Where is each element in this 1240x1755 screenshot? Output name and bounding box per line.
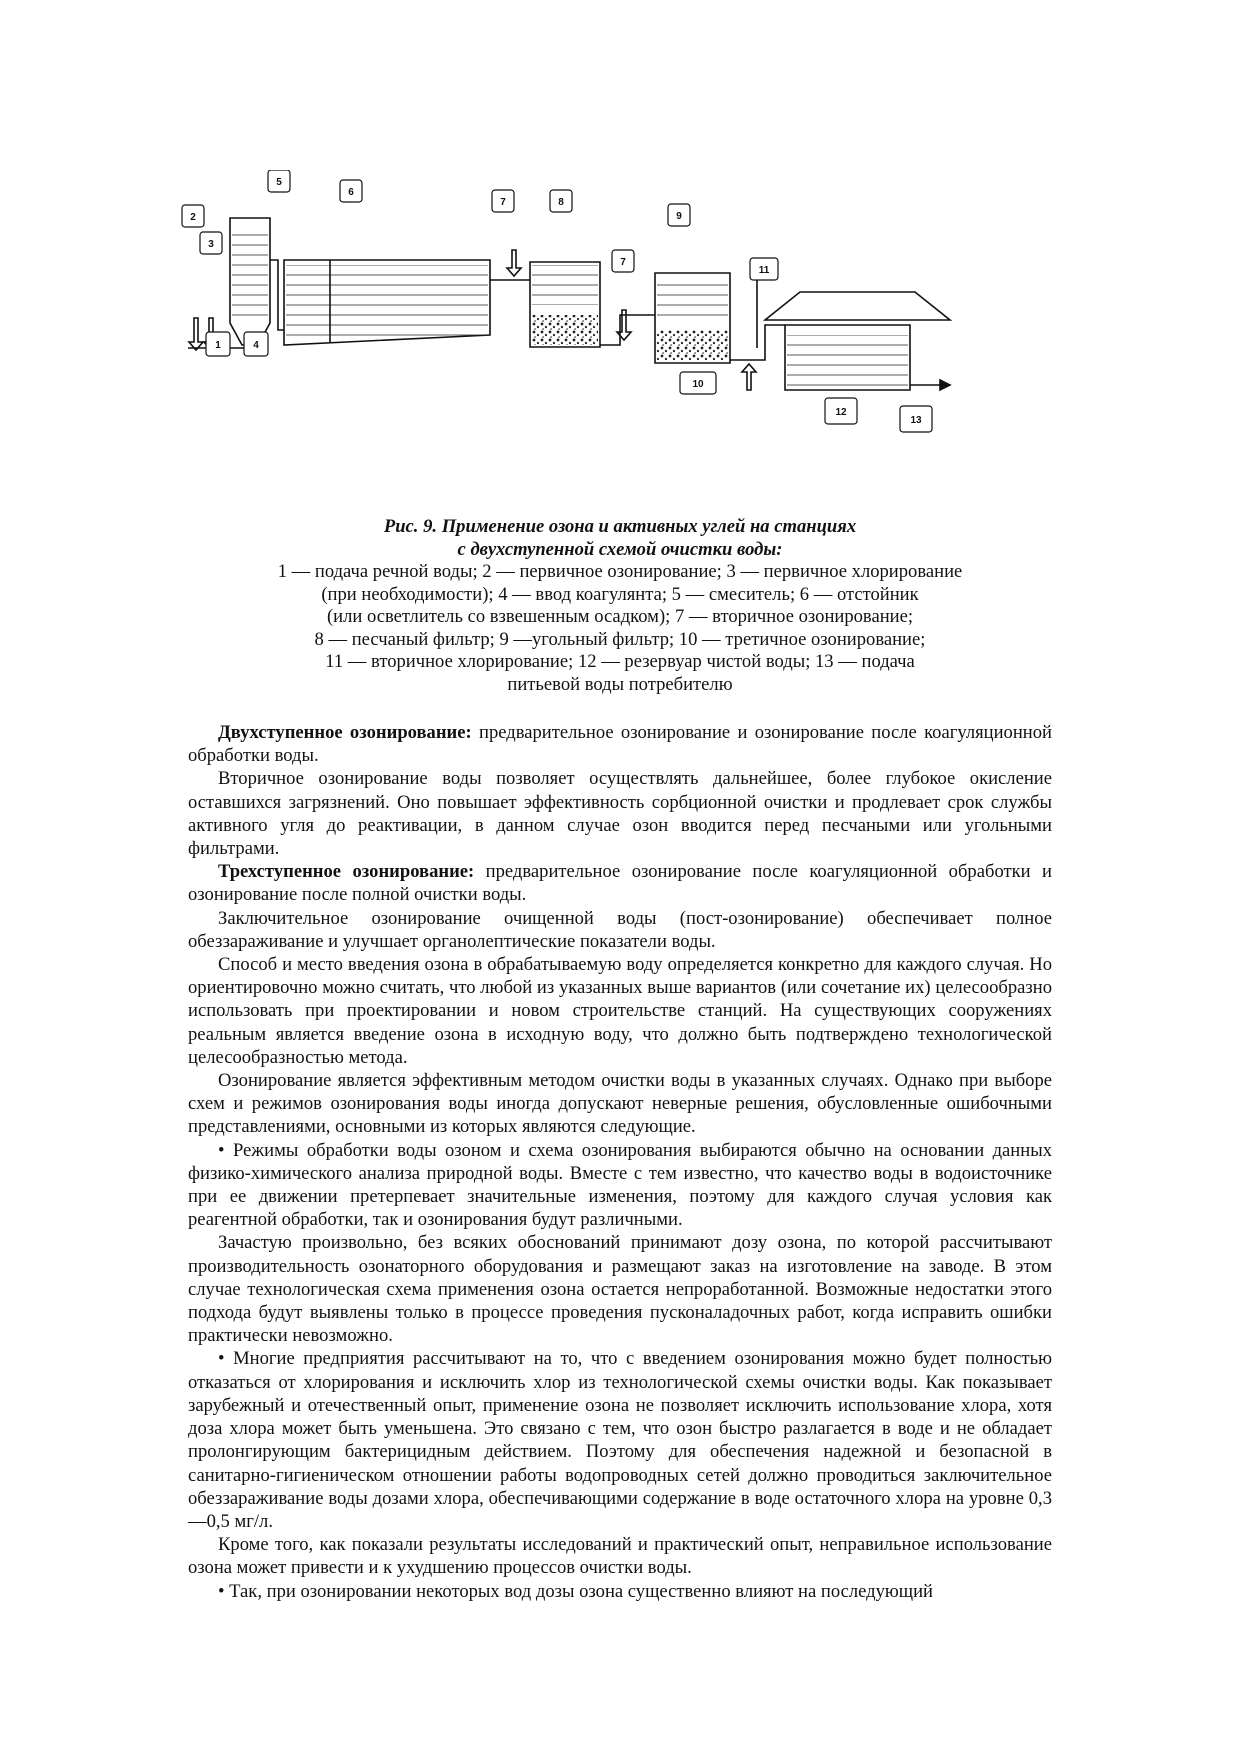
svg-text:4: 4: [253, 340, 259, 351]
caption-title-line-2: с двухступенной схемой очистки воды:: [457, 538, 783, 560]
paragraph: • Так, при озонировании некоторых вод дозы озона существенно влияют на последующий: [218, 1580, 933, 1602]
paragraph-heading: Двухступенное озонирование:: [218, 722, 472, 743]
svg-text:8: 8: [558, 197, 564, 208]
svg-text:3: 3: [208, 239, 214, 250]
svg-text:9: 9: [676, 211, 682, 222]
svg-text:5: 5: [276, 177, 282, 188]
svg-text:7: 7: [500, 197, 506, 208]
caption-legend-line: (или осветлитель со взвешенным осадком); 7 — вторичное озонирование;: [326, 606, 914, 627]
caption-legend-line: питьевой воды потребителю: [507, 673, 733, 695]
sand-filter-outlet-pipe: [600, 315, 655, 345]
ozone-input-7a-arrow: [507, 250, 521, 276]
paragraph: Вторичное озонирование воды позволяет осуществлять дальнейшее, более глубокое окисление оставшихся загрязнений. Оно повышает эффективность сорбционной очистки и продлевает срок службы активного угля до реактивации, в данном случае озон вводится перед песчаными или угольными фильтрами.: [188, 768, 1052, 860]
ozone-input-2-arrow: [189, 318, 203, 350]
paragraph: Кроме того, как показали результаты исследований и практический опыт, неправильное использование озона может привести и к ухудшению процессов очистки воды.: [188, 1534, 1052, 1579]
figure-caption: [230, 516, 1010, 696]
svg-text:13: 13: [910, 415, 922, 426]
svg-text:1: 1: [215, 340, 221, 351]
ozone-input-10-arrow: [742, 364, 756, 390]
paragraph: Зачастую произвольно, без всяких обоснований принимают дозу озона, по которой рассчитывают производительность озонаторного оборудования и размещают заказ на изготовление на заводе. В этом случае технологическая схема применения озона остается непроработанной. Возможные недостатки этого подхода будут выявлены только в процессе проведения пусконаладочных работ, когда исправить ошибки практически невозможно.: [188, 1232, 1052, 1347]
paragraph: • Многие предприятия рассчитывают на то, что с введением озонирования можно будет полностью отказаться от хлорирования и исключить хлор из технологической схемы очистки воды. Как показывает зарубежный и отечественный опыт, применение озона не позволяет исключить использование хлора, хотя доза хлора может быть уменьшена. Это связано с тем, что озон быстро разлагается в воде и не обладает пролонгирующим бактерицидным действием. Поэтому для обеспечения надежной и безопасной в санитарно-гигиеническом отношении работы водопроводных сетей должно проводиться заключительное обеззараживание воды дозами хлора, обеспечивающими содержание в воде остаточного хлора на уровне 0,3—0,5 мг/л.: [188, 1348, 1052, 1532]
svg-text:2: 2: [190, 212, 196, 223]
paragraph: Двухступенное озонирование: предварительное озонирование и озонирование после коагуляционной обработки воды.: [188, 722, 1052, 767]
svg-text:10: 10: [692, 379, 704, 390]
mixer-outlet-pipe: [270, 260, 284, 330]
paragraph: • Режимы обработки воды озоном и схема озонирования выбираются обычно на основании данных физико-химического анализа природной воды. Вместе с тем известно, что качество воды в водоисточнике при ее движении претерпевает значительные изменения, поэтому для каждого случая условия как реагентной обработки, так и озонирования будут различными.: [188, 1139, 1052, 1231]
treatment-scheme-figure: [180, 170, 1060, 490]
svg-text:11: 11: [758, 265, 770, 276]
svg-text:7: 7: [620, 257, 626, 268]
body-text: [188, 721, 1052, 1603]
paragraph: Озонирование является эффективным методом очистки воды в указанных случаях. Однако при выборе схем и режимов озонирования воды иногда допускают неверные решения, обусловленные ошибочными представлениями, основными из которых являются следующие.: [188, 1070, 1052, 1138]
caption-legend-line: (при необходимости); 4 — ввод коагулянта; 5 — смеситель; 6 — отстойник: [321, 583, 919, 605]
svg-text:6: 6: [348, 187, 354, 198]
caption-legend-line: 11 — вторичное хлорирование; 12 — резервуар чистой воды; 13 — подача: [325, 651, 915, 672]
reservoir-roof: [765, 292, 950, 320]
caption-legend-line: 1 — подача речной воды; 2 — первичное озонирование; 3 — первичное хлорирование: [277, 561, 963, 582]
paragraph: Трехступенное озонирование: предварительное озонирование после коагуляционной обработки и озонирование после полной очистки воды.: [188, 861, 1052, 906]
caption-legend-line: 8 — песчаный фильтр; 9 —угольный фильтр; 10 — третичное озонирование;: [314, 628, 926, 650]
paragraph-heading: Трехступенное озонирование:: [218, 861, 475, 883]
paragraph: Способ и место введения озона в обрабатываемую воду определяется конкретно для каждого случая. Но ориентировочно можно считать, что любой из указанных выше вариантов (или сочетание их) целесообразно использовать при проектировании и новом строительстве станций. На существующих сооружениях реальным является введение озона в исходную воду, что должно быть подтверждено технологической целесообразностью метода.: [188, 954, 1052, 1068]
caption-title-line-1: Рис. 9. Применение озона и активных углей на станциях: [383, 516, 857, 537]
paragraph: Заключительное озонирование очищенной воды (пост-озонирование) обеспечивает полное обеззараживание и улучшает органолептические показатели воды.: [188, 907, 1052, 952]
svg-text:12: 12: [835, 407, 847, 418]
